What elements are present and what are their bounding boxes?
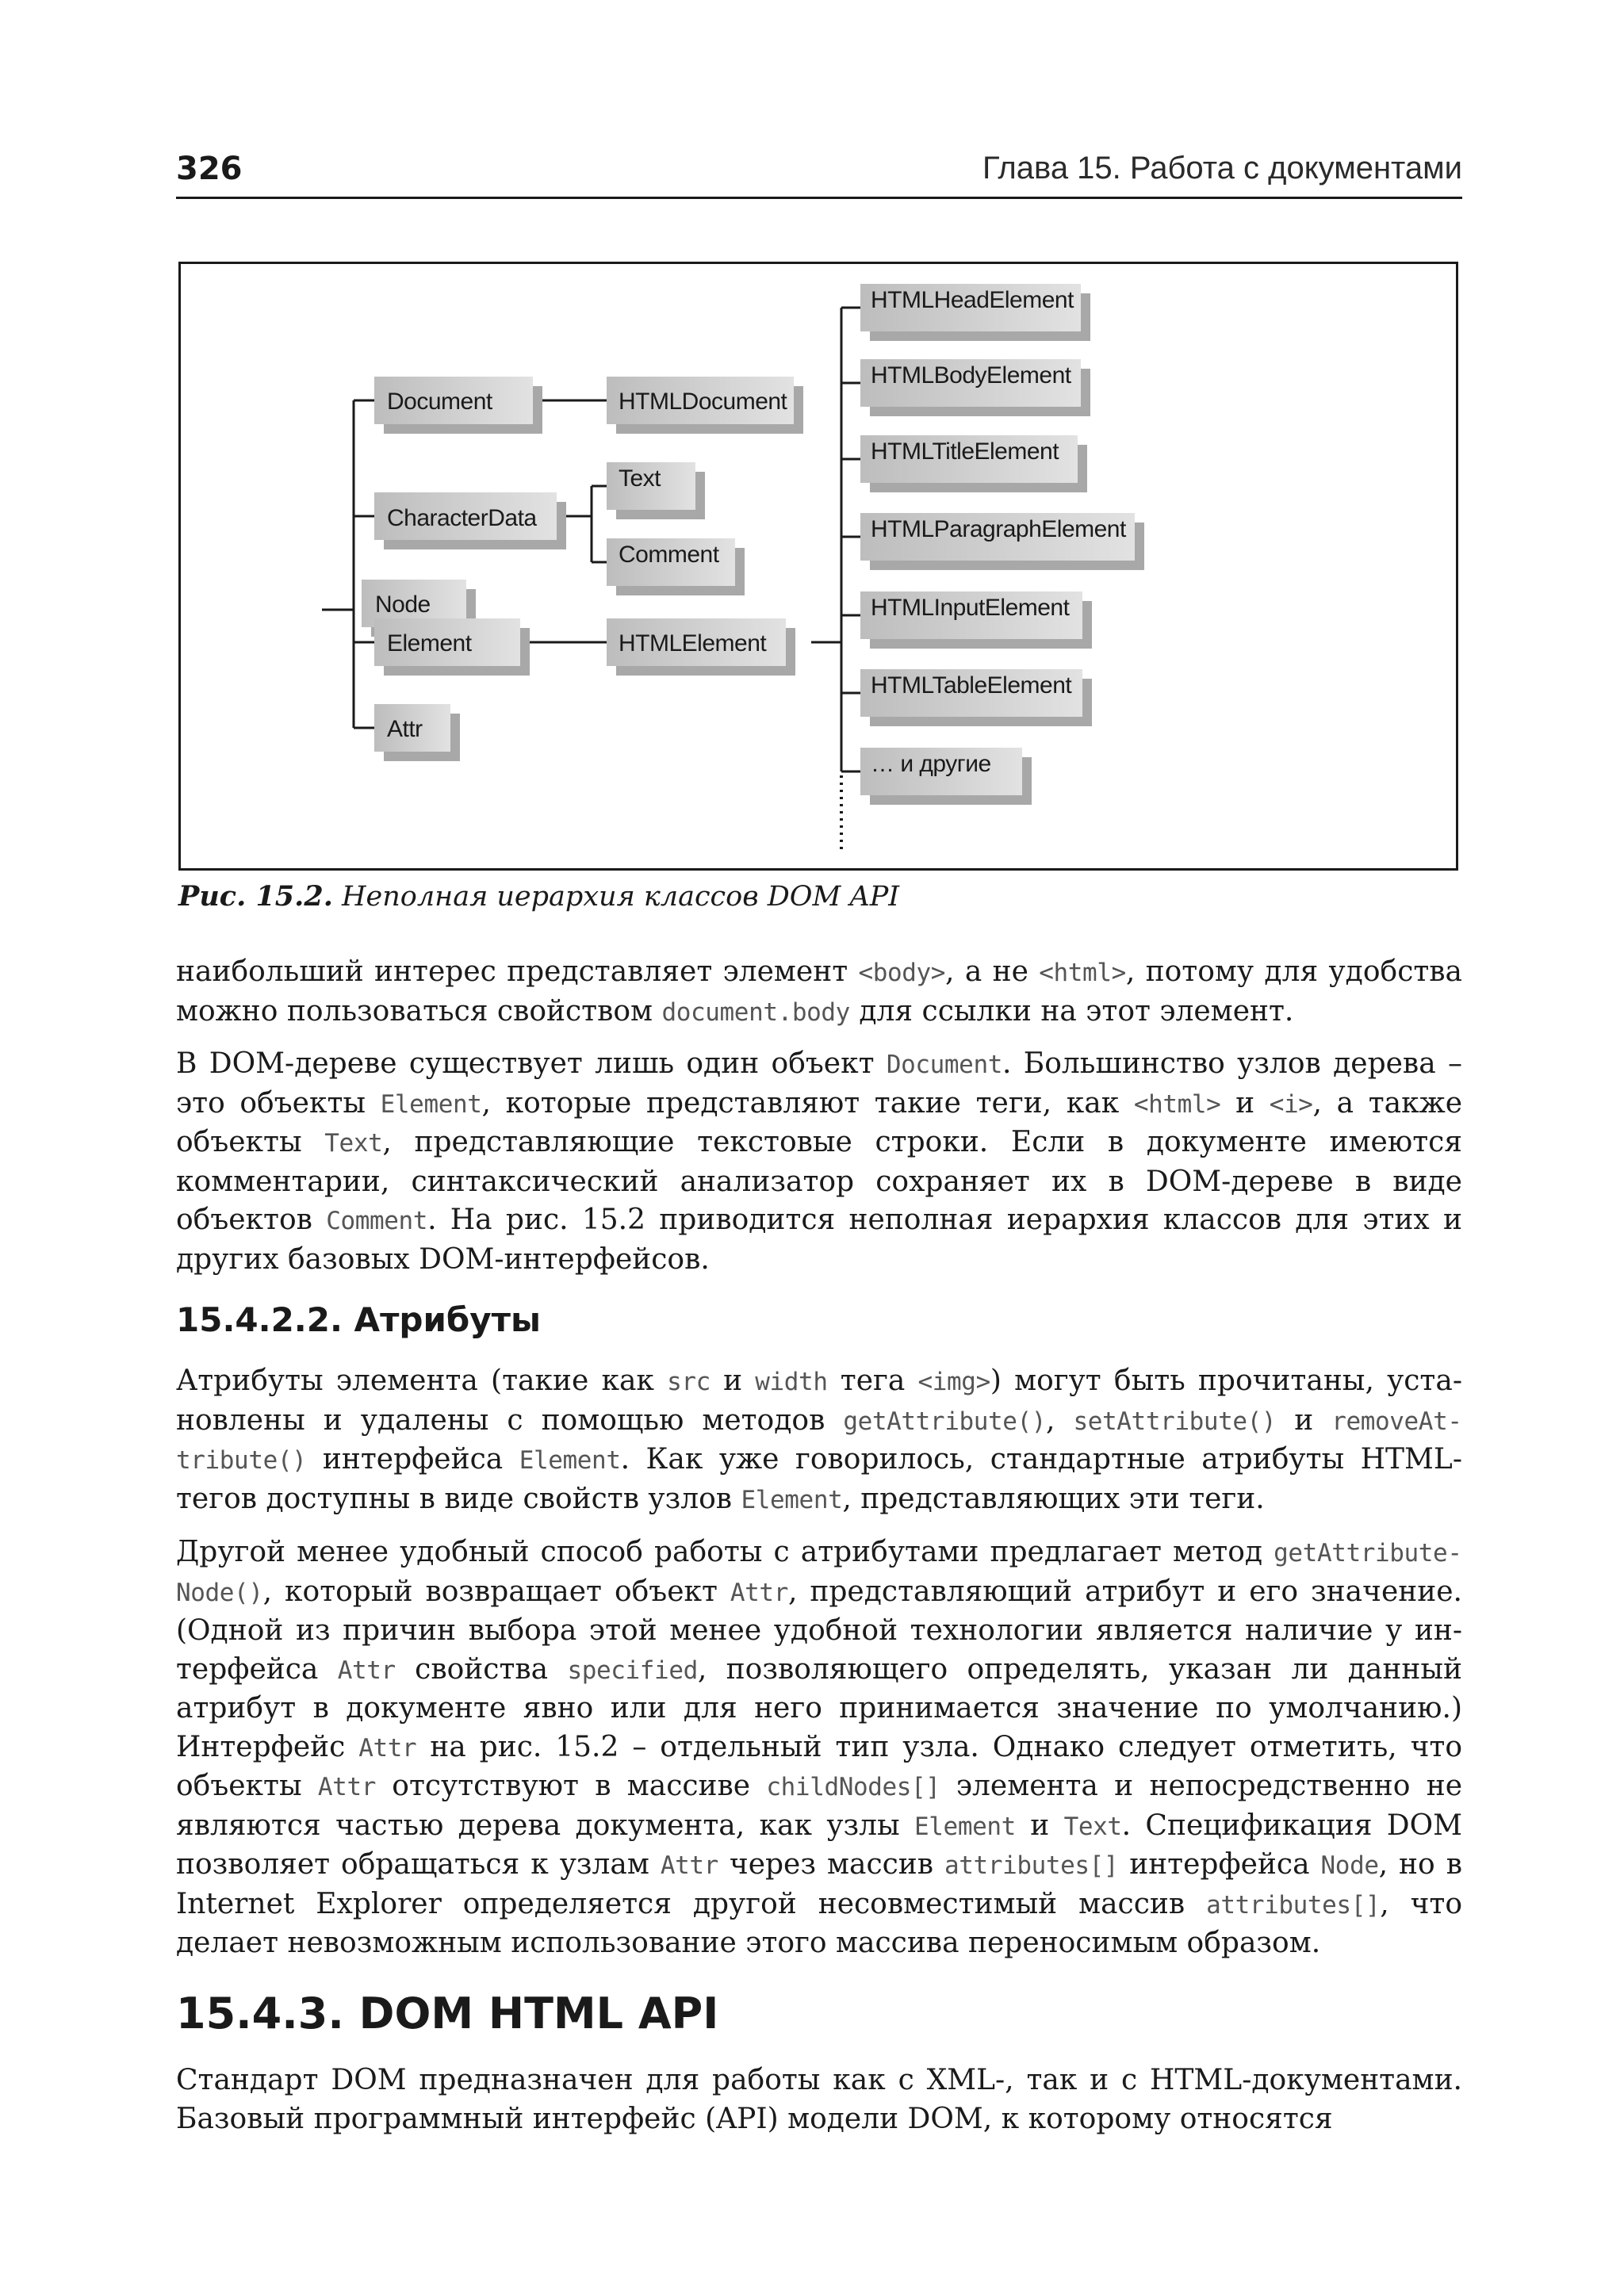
node-label-html-head-element: HTMLHeadElement bbox=[871, 287, 1074, 313]
paragraph-attr-node: Другой менее удобный способ работы с атрибутами предлагает метод getAttributeNode(), который возвращает объект Attr, представляющий атрибут и его значение. (Одной из причин выбора этой менее удобной технологии является наличие у интерфейса Attr свойства specified, позволяющего определять, указан ли данный атрибут в документе явно или для него принимается значение по умолчанию.) Интерфейс Attr на рис. 15.2 – отдельный тип узла. Однако следует отметить, что объекты Attr отсутствуют в массиве childNodes[] элемента и непосредственно не являются частью дерева документа, как узлы Element и Text. Спецификация DOM позволяет обращаться к узлам Attr через массив attributes[] интерфейса Node, но в Internet Explorer определяется другой несовместимый массив attributes[], что делает невозможным использование этого массива переносимым образом. bbox=[176, 1536, 1463, 1959]
figure-caption bbox=[178, 880, 899, 913]
node-label-html-document: HTMLDocument bbox=[619, 389, 787, 415]
node-label-html-body-element: HTMLBodyElement bbox=[871, 362, 1071, 389]
node-label-text: Text bbox=[619, 465, 661, 492]
paragraph-attributes: Атрибуты элемента (такие как src и width тега <img>) могут быть прочитаны, установлены и удалены с помощью методов getAttribute(), setAttribute() и removeAttribute() интерфейса Element. Как уже говорилось, стандартные атрибуты HTML-тегов доступны в виде свойств узлов Element, представляющих эти теги. bbox=[176, 1365, 1462, 1515]
node-label-and-others: … и другие bbox=[871, 751, 991, 777]
hierarchy-diagram bbox=[181, 264, 1461, 873]
page-header bbox=[176, 141, 1462, 199]
node-box-attr bbox=[374, 704, 460, 761]
page-number: 326 bbox=[176, 151, 243, 187]
paragraph-body-element: наибольший интерес представляет элемент <body>, а не <html>, потому для удобства можно пользоваться свойством document.body для ссылки на этот элемент. bbox=[176, 955, 1462, 1028]
caption-label: Рис. 15.2. bbox=[178, 880, 333, 913]
node-box-html-input-element bbox=[860, 591, 1092, 649]
node-label-html-title-element: HTMLTitleElement bbox=[871, 438, 1059, 465]
node-label-element: Element bbox=[387, 630, 472, 657]
node-box-html-table-element bbox=[860, 669, 1092, 726]
node-label-html-table-element: HTMLTableElement bbox=[871, 672, 1072, 699]
node-box-element bbox=[374, 618, 530, 676]
node-label-attr: Attr bbox=[387, 716, 423, 742]
running-head: Глава 15. Работа с документами bbox=[982, 151, 1462, 186]
node-box-html-element bbox=[607, 618, 795, 676]
node-box-html-body-element bbox=[860, 359, 1090, 416]
node-label-document: Document bbox=[387, 389, 492, 415]
node-box-html-document bbox=[607, 377, 803, 434]
node-label-node: Node bbox=[375, 591, 431, 618]
class-hierarchy-figure bbox=[178, 262, 1458, 871]
paragraph-dom-tree: В DOM-дереве существует лишь один объект Document. Большинство узлов дерева – это объекты Element, которые представляют такие теги, как <html> и <i>, а также объекты Text, представляющие текстовые строки. Если в документе имеются комментарии, синтаксический анализатор сохраняет их в DOM-дереве в виде объектов Comment. На рис. 15.2 приводится неполная иерархия классов для этих и других базовых DOM-интерфейсов. bbox=[176, 1047, 1463, 1276]
node-label-html-input-element: HTMLInputElement bbox=[871, 595, 1070, 621]
node-box-and-others bbox=[860, 748, 1032, 805]
node-box-html-title-element bbox=[860, 435, 1087, 492]
node-box-html-head-element bbox=[860, 284, 1090, 341]
node-label-html-paragraph-element: HTMLParagraphElement bbox=[871, 516, 1126, 542]
node-label-html-element: HTMLElement bbox=[619, 630, 767, 657]
heading-attributes: 15.4.2.2. Атрибуты bbox=[176, 1300, 541, 1339]
node-box-html-paragraph-element bbox=[860, 513, 1144, 570]
node-label-comment: Comment bbox=[619, 542, 719, 568]
caption-text: Неполная иерархия классов DOM API bbox=[342, 881, 900, 913]
node-box-text bbox=[607, 462, 705, 519]
node-box-character-data bbox=[374, 492, 566, 549]
paragraph-dom-standard: Стандарт DOM предназначен для работы как с XML-, так и с HTML-документами. Базовый программный интерфейс (API) модели DOM, к которому относятся bbox=[176, 2064, 1462, 2135]
node-box-comment bbox=[607, 538, 745, 595]
node-label-character-data: CharacterData bbox=[387, 505, 537, 531]
node-box-document bbox=[374, 377, 542, 434]
heading-dom-html-api: 15.4.3. DOM HTML API bbox=[176, 1989, 719, 2038]
